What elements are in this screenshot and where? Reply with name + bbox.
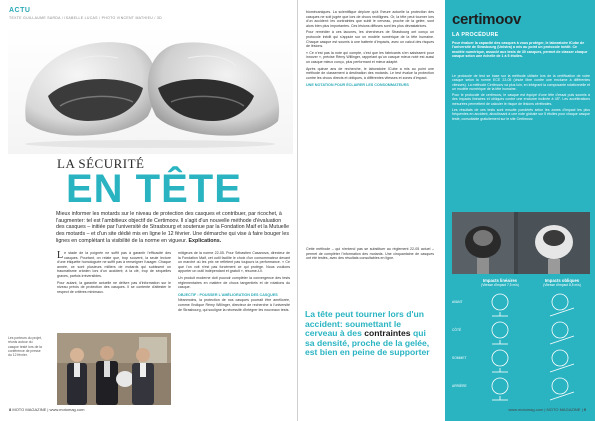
page-number: 8 [9, 407, 12, 412]
lead-paragraph [56, 211, 291, 245]
linear-impact-top [492, 350, 508, 372]
box-intro: Pour évaluer la capacité des casques à vous protéger, le laboratoire ICube de l'université de Strasbourg (Unistra) a mis au point un protocole inédit. Ce modèle numérique, associé aux tests de 30 casques, permet de classer chaque casque selon une échelle de 1 à 5 étoiles. [452, 41, 588, 59]
test-rig-photo [452, 212, 590, 274]
left-column-2 [178, 251, 290, 312]
paragraph: Les résultats de ces tests sont ensuite pondérés selon les zones d'impact les plus fréquentes en accident, aboutissant à une note globale sur 5 étoiles pour chaque casque testé, consultable gratuitement sur le site Certimoov. [452, 108, 590, 121]
box-heading: LA PROCÉDURE [452, 32, 499, 38]
paragraph: Pour remédier à ces lacunes, les chercheurs de Strasbourg ont conçu un protocole inédit qui s'appuie sur un modèle numérique de la tête humaine. Chaque casque est soumis à une batterie d'impacts, avec un calcul des risques de lésions. [306, 30, 434, 49]
paragraph: Pour le protocole de certimoov, le casque est équipé d'une tête d'essai puis soumis à des impacts linéaires et obliques contre une enclume inclinée à 45°. Les accélérations mesurées permettent de calculer le risque de lésions cérébrales. [452, 93, 590, 106]
paragraph: mitigeurs de la norme 22-05. Pour Sébastien Casanova, directeur de la Fondation Maif, cet outil facilite le choix d'un consommateur devant un marché où les prix ne reflètent pas toujours la performance. « Ce que l'on voit n'est pas forcément ce qui protège. Nous voulions apporter un outil indépendant et gratuit », résume-t-il. [178, 251, 290, 274]
diagram-sub-linear: (Vitesse d'impact 7,5 m/s) [481, 283, 519, 287]
folio-text: MOTO MAGAZINE | www.motomag.com [12, 407, 85, 412]
subheading: UNE NOTATION POUR ÉCLAIRER LES CONSOMMATEURS [306, 83, 409, 88]
dropcap: L [57, 250, 64, 261]
group-photo [57, 333, 171, 405]
row-label: CÔTÉ [452, 328, 462, 332]
right-column-1b: Cette méthode – qui n'entend pas se substituer au règlement 22-05 actuel – permet de compléter l'information des motards. Une cinquantaine de casques ont été testés, avec des résultats consultables en ligne. [306, 247, 434, 261]
byline: TEXTE GUILLAUME SARDA / ISABELLE LUCAS / PHOTO VINCENT MATHIEU / 3D [9, 16, 162, 20]
paragraph: Néanmoins, la protection de nos casques pourrait être améliorée, comme l'indique Rémy Willinger, directeur de recherche à l'université de Strasbourg, qui souligne la nécessité d'intégrer les nouveaux tests. [178, 298, 290, 312]
quote-highlight: contraintes [364, 328, 411, 338]
folio-text: www.motomag.com | MOTO MAGAZINE | [508, 407, 583, 412]
oblique-impact-rear [550, 378, 574, 400]
section-tag: ACTU [9, 7, 31, 14]
linear-impact-front [492, 294, 508, 316]
paragraph: Le protocole de test se base sur la méthode utilisée lors de la certification de votre casque selon la norme ECE 22-05 (chute libre contre une enclume à différentes vitesses). La méthode Certimoov va plus loin, en intégrant la composante rotationnelle et un modèle numérique de la tête humaine. [452, 74, 590, 91]
oblique-impact-top [550, 350, 574, 372]
paragraph: Pour autant, la garantie actuelle ne délivre pas d'information sur le niveau précis de protection des casques. Il se contente d'attester le respect de critères minimaux. [57, 280, 171, 294]
paragraph: « Ce n'est pas la note qui compte, c'est que les fabricants s'en saisissent pour innover », précise Rémy Willinger, rappelant qu'un casque mieux noté est aussi un casque mieux conçu, plus performant et mieux adapté. [306, 50, 434, 64]
lead-text: Mieux informer les motards sur le niveau de protection des casques et contribuer, par ricochet, à l'augmenter: tel est l'ambitieux objectif de Certimoov. Il s'agit d'un nouvelle méthode d'évaluation des casques – initiée par l'université de Strasbourg et soutenue par la Fondation Maif et la Mutuelle des motards – et d'un site dédié mis en ligne le 12 février. Une démarche qui vise à faire bouger les lignes en complétant la visibilité de la norme en vigueur. [56, 211, 290, 244]
photo-caption: Les porteurs du projet, réunis autour du casque testé lors de la conférence de presse du 12 février. [8, 336, 42, 358]
folio-left [9, 407, 84, 412]
paragraph: biomécaniques. La scientifique déplore qu'à l'heure actuelle la protection des casques ne soit jugée que lors de chocs rectilignes. Or, la tête peut tourner lors d'un accident: les contraintes que subit le cerveau, proche de la gelée, sont alors bien plus importantes. Ces lésions diffuses sont les plus dévastatrices. [306, 10, 434, 28]
row-label: AVANT [452, 300, 463, 304]
left-page [0, 0, 297, 421]
paragraph: Un produit moderne doit pouvoir compléter la convergence des tests réglementaires en matière de chocs tangentiels et de rotations du casque. [178, 275, 290, 290]
oblique-impact-front [550, 294, 574, 316]
certimoov-logo: certimoov [452, 11, 521, 28]
diagram-heading-linear: Impacts linéaires [483, 278, 517, 283]
right-page [298, 0, 595, 421]
diagram-sub-oblique: (Vitesse d'impact 8,5 m/s) [543, 283, 581, 287]
quote-text: La tête peut tourner lors d'un accident: soumettant le cerveau à des [305, 309, 425, 338]
pull-quote [305, 310, 435, 358]
linear-impact-side [492, 322, 508, 344]
folio-right [508, 407, 586, 412]
lead-bold: Explications. [188, 237, 222, 244]
article-kicker: LA SÉCURITÉ [57, 156, 145, 171]
right-column-1 [306, 10, 434, 88]
subheading: OBJECTIF : POUSSER L'AMÉLIORATION DES CASQUES [178, 292, 278, 297]
left-column-1 [57, 251, 171, 294]
impact-diagram [452, 278, 590, 403]
article-title: EN TÊTE [66, 167, 242, 211]
linear-impact-rear [492, 378, 508, 400]
oblique-impact-side [550, 322, 574, 344]
page-number: 9 [583, 407, 586, 412]
box-body [452, 74, 590, 121]
helmets-photo [8, 26, 293, 154]
row-label: ARRIÈRE [452, 384, 467, 388]
diagram-heading-oblique: Impacts obliques [544, 278, 580, 283]
paragraph: Après quinze ans de recherche, le laboratoire ICube a mis au point une méthode de classement à destination des motards. Le test évalue la protection contre les chocs directs et obliques, à différentes vitesses et zones d'impact. [306, 66, 434, 80]
row-label: SOMMET [452, 356, 467, 360]
quote-text: qui sa densité, proche de la gelée, est bien en peine de supporter [305, 328, 430, 357]
paragraph [57, 251, 171, 279]
impact-icons [470, 290, 590, 403]
paragraph-text: e stade de la poignée ne suffit pas à garantir l'efficacité des casques. Pourtant, on relate que, trop souvent, la seule lecture d'une étiquette homologuée ne suffit pas à renseigner l'usager. Chaque année, ce sont plusieurs milliers de motards qui subissent un traumatisme crânien lors d'un accident; à la clé, trop de séquelles graves, parfois irréversibles. [57, 251, 171, 278]
